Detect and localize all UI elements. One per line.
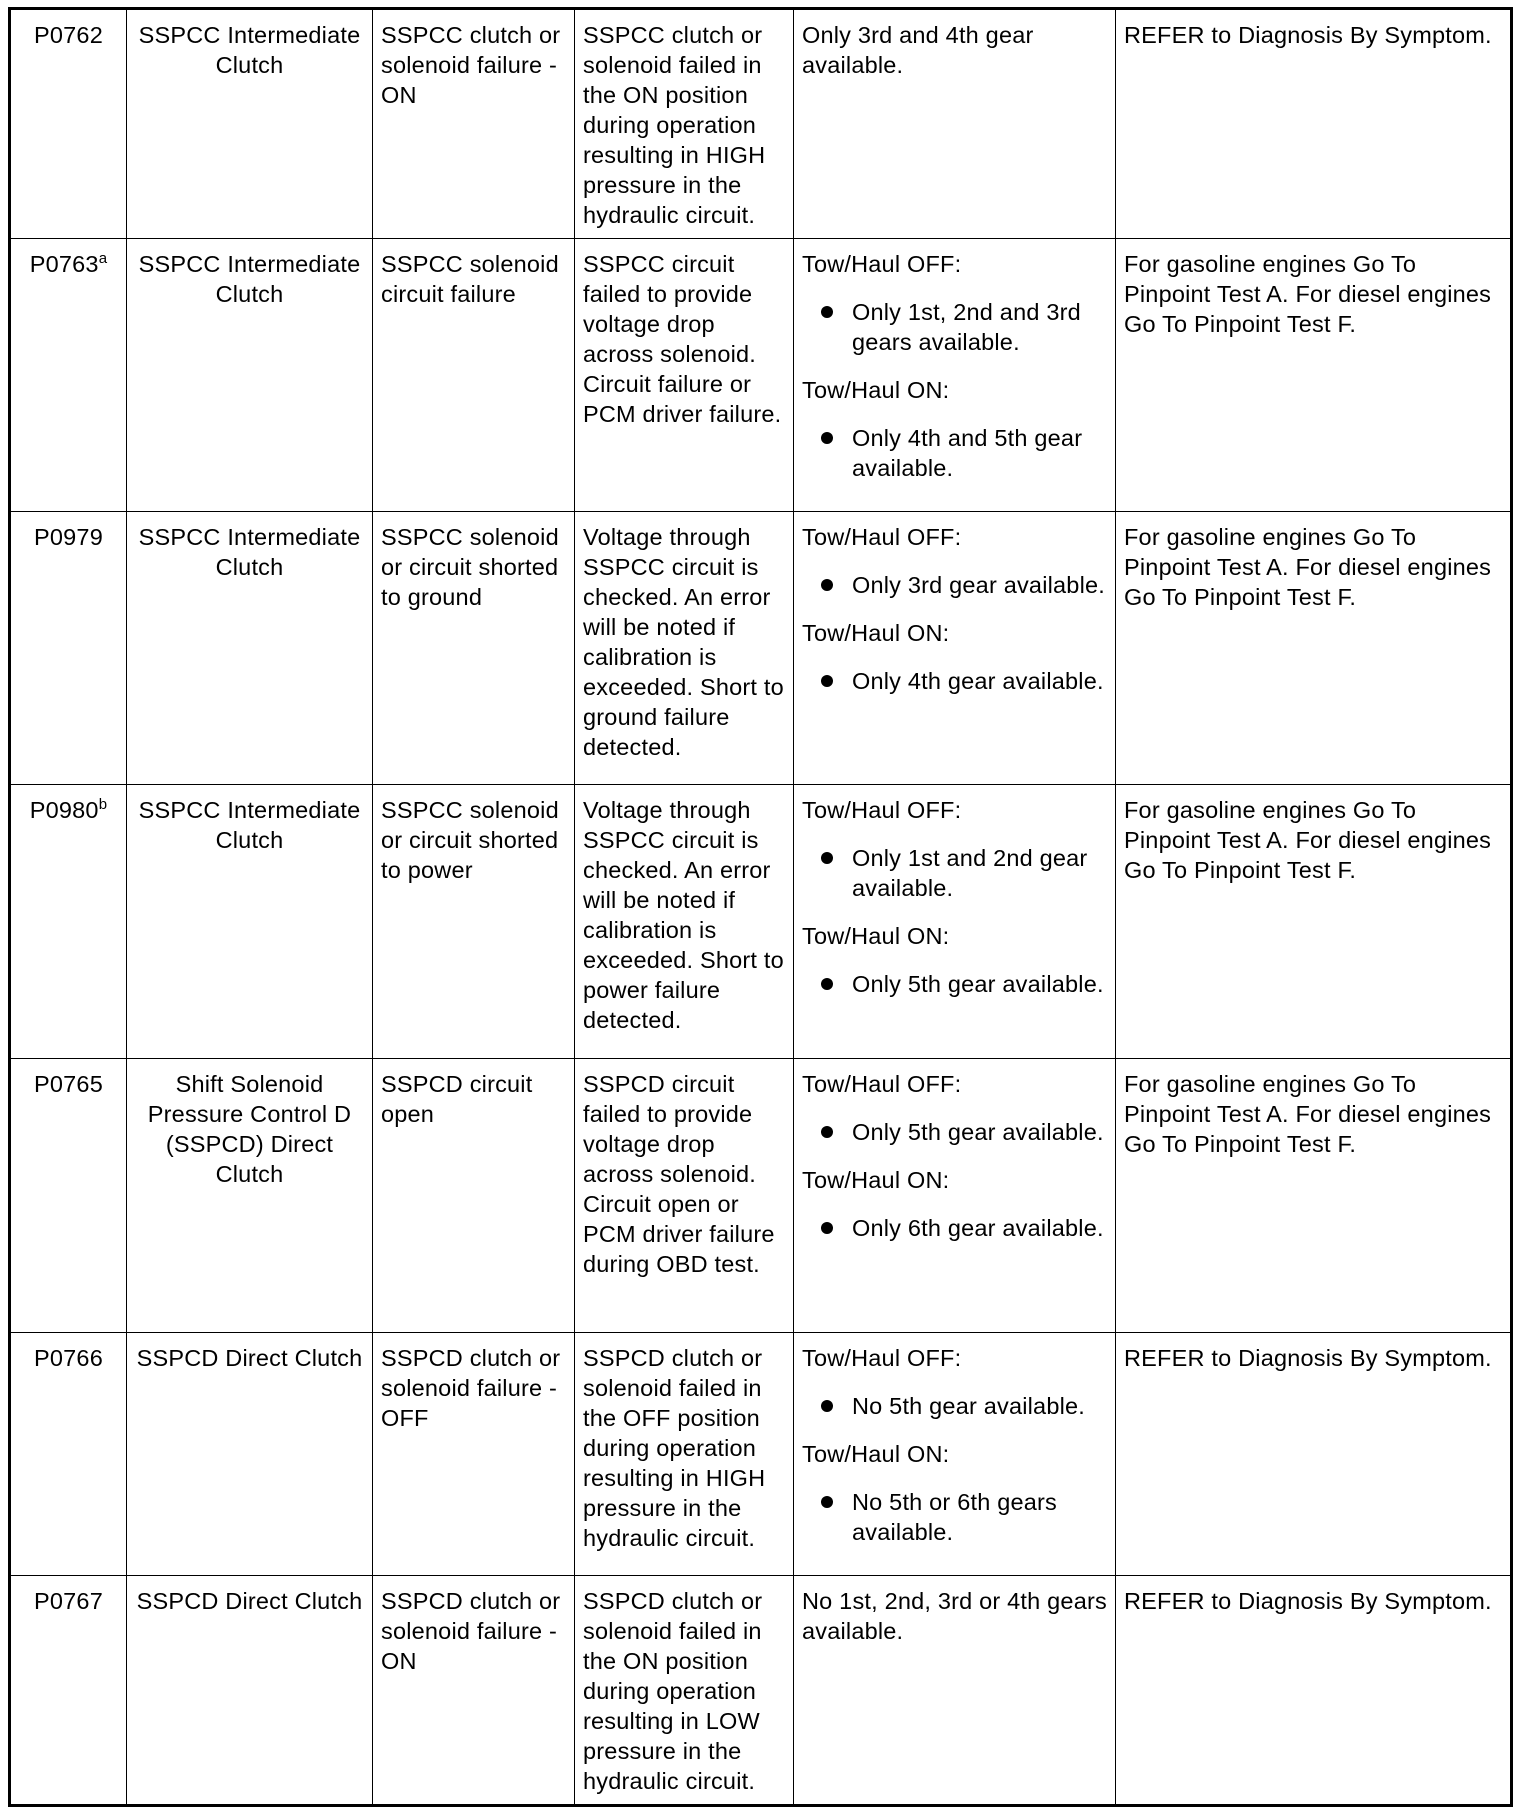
bullet-icon [821,432,833,444]
condition-cell: SSPCC circuit failed to provide voltage drop across solenoid. Circuit failure or PCM driver failure. [575,239,794,512]
tow-haul-on-label: Tow/Haul ON: [802,377,950,403]
bullet-icon [821,1222,833,1234]
bullet-icon [821,579,833,591]
footnote-marker: a [98,250,108,268]
table-row [10,512,1512,785]
action-cell: For gasoline engines Go To Pinpoint Test A. For diesel engines Go To Pinpoint Test F. [1116,512,1512,785]
action-cell: REFER to Diagnosis By Symptom. [1116,9,1512,239]
action-cell: REFER to Diagnosis By Symptom. [1116,1333,1512,1576]
table-row [10,1059,1512,1333]
footnote-marker: b [98,796,108,814]
symptom-cell [794,1059,1116,1333]
list-item-text: No 5th gear available. [852,1393,1086,1419]
dtc-code-cell [10,1059,127,1333]
component-cell: SSPCC Intermediate Clutch [127,512,373,785]
list-item [802,1213,1107,1243]
tow-haul-off-label: Tow/Haul OFF: [802,1071,962,1097]
dtc-code-cell [10,1576,127,1806]
dtc-code: P0763 [29,251,99,277]
symptom-cell [794,239,1116,512]
action-cell: For gasoline engines Go To Pinpoint Test A. For diesel engines Go To Pinpoint Test F. [1116,239,1512,512]
dtc-code: P0980 [29,797,99,823]
condition-cell: SSPCD clutch or solenoid failed in the ON position during operation resulting in LOW pressure in the hydraulic circuit. [575,1576,794,1806]
description-cell: SSPCD clutch or solenoid failure - OFF [373,1333,575,1576]
list-item [802,570,1107,600]
symptom-cell: Only 3rd and 4th gear available. [794,9,1116,239]
dtc-code-cell [10,512,127,785]
tow-haul-off-label: Tow/Haul OFF: [802,1345,962,1371]
symptom-cell [794,512,1116,785]
list-item [802,843,1107,903]
condition-cell: SSPCD clutch or solenoid failed in the OFF position during operation resulting in HIGH pressure in the hydraulic circuit. [575,1333,794,1576]
action-cell: For gasoline engines Go To Pinpoint Test A. For diesel engines Go To Pinpoint Test F. [1116,785,1512,1059]
description-cell: SSPCD circuit open [373,1059,575,1333]
table-row [10,1333,1512,1576]
list-item-text: Only 1st and 2nd gear available. [852,845,1088,901]
dtc-code: P0979 [34,524,103,550]
component-cell: SSPCC Intermediate Clutch [127,9,373,239]
dtc-code: P0765 [34,1071,103,1097]
list-item-text: Only 1st, 2nd and 3rd gears available. [852,299,1081,355]
table-row [10,239,1512,512]
dtc-code-cell [10,239,127,512]
tow-haul-on-label: Tow/Haul ON: [802,1441,950,1467]
description-cell: SSPCC clutch or solenoid failure - ON [373,9,575,239]
list-item-text: Only 4th and 5th gear available. [852,425,1083,481]
list-item [802,666,1107,696]
table-row [10,785,1512,1059]
symptom-cell [794,1333,1116,1576]
table-row [10,1576,1512,1806]
action-cell: For gasoline engines Go To Pinpoint Test A. For diesel engines Go To Pinpoint Test F. [1116,1059,1512,1333]
list-item [802,1117,1107,1147]
bullet-icon [821,306,833,318]
dtc-code: P0767 [34,1588,103,1614]
bullet-icon [821,1400,833,1412]
list-item-text: Only 5th gear available. [852,971,1104,997]
bullet-icon [821,1496,833,1508]
list-item [802,1487,1107,1547]
description-cell: SSPCC solenoid or circuit shorted to ground [373,512,575,785]
dtc-table [8,7,1513,1807]
description-cell: SSPCC solenoid circuit failure [373,239,575,512]
table-row [10,9,1512,239]
condition-cell: Voltage through SSPCC circuit is checked. An error will be noted if calibration is exceeded. Short to power failure detected. [575,785,794,1059]
dtc-code-cell [10,9,127,239]
tow-haul-off-label: Tow/Haul OFF: [802,797,962,823]
list-item [802,297,1107,357]
tow-haul-off-label: Tow/Haul OFF: [802,251,962,277]
dtc-code-cell [10,785,127,1059]
action-cell: REFER to Diagnosis By Symptom. [1116,1576,1512,1806]
condition-cell: SSPCC clutch or solenoid failed in the ON position during operation resulting in HIGH pressure in the hydraulic circuit. [575,9,794,239]
description-cell: SSPCD clutch or solenoid failure - ON [373,1576,575,1806]
list-item-text: No 5th or 6th gears available. [852,1489,1057,1545]
list-item-text: Only 4th gear available. [852,668,1104,694]
list-item-text: Only 6th gear available. [852,1215,1104,1241]
condition-cell: Voltage through SSPCC circuit is checked. An error will be noted if calibration is exceeded. Short to ground failure detected. [575,512,794,785]
bullet-icon [821,852,833,864]
component-cell: SSPCC Intermediate Clutch [127,785,373,1059]
component-cell: SSPCD Direct Clutch [127,1333,373,1576]
symptom-cell: No 1st, 2nd, 3rd or 4th gears available. [794,1576,1116,1806]
tow-haul-off-label: Tow/Haul OFF: [802,524,962,550]
list-item-text: Only 5th gear available. [852,1119,1104,1145]
dtc-code: P0766 [34,1345,103,1371]
component-cell: Shift Solenoid Pressure Control D (SSPCD) Direct Clutch [127,1059,373,1333]
list-item-text: Only 3rd gear available. [852,572,1105,598]
dtc-code: P0762 [34,22,103,48]
description-cell: SSPCC solenoid or circuit shorted to power [373,785,575,1059]
bullet-icon [821,1126,833,1138]
bullet-icon [821,978,833,990]
bullet-icon [821,675,833,687]
tow-haul-on-label: Tow/Haul ON: [802,1167,950,1193]
list-item [802,1391,1107,1421]
tow-haul-on-label: Tow/Haul ON: [802,620,950,646]
dtc-code-cell [10,1333,127,1576]
list-item [802,423,1107,483]
list-item [802,969,1107,999]
symptom-cell [794,785,1116,1059]
condition-cell: SSPCD circuit failed to provide voltage drop across solenoid. Circuit open or PCM driver failure during OBD test. [575,1059,794,1333]
component-cell: SSPCC Intermediate Clutch [127,239,373,512]
tow-haul-on-label: Tow/Haul ON: [802,923,950,949]
component-cell: SSPCD Direct Clutch [127,1576,373,1806]
